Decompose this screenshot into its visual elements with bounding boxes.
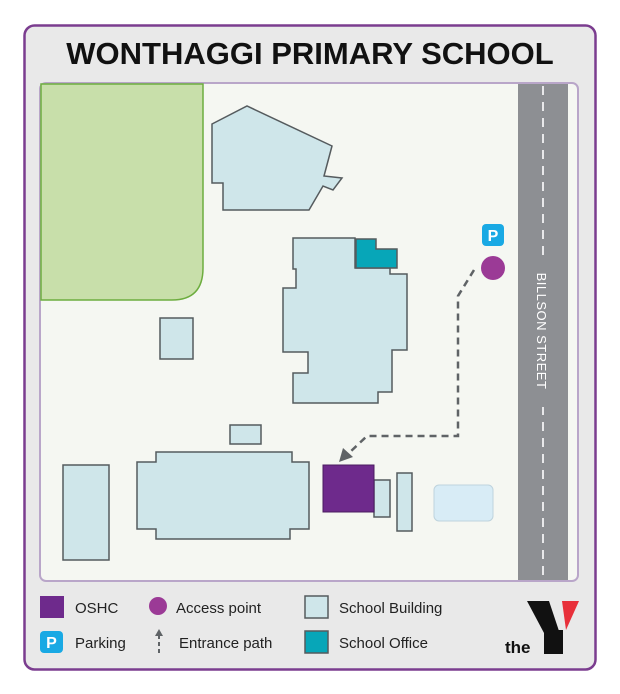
parking-sign-letter: P: [487, 228, 499, 245]
legend-access-label: Access point: [176, 600, 262, 617]
legend-office-swatch: [305, 631, 328, 653]
logo-y-stem: [544, 630, 563, 654]
building-east-narrow: [397, 473, 412, 531]
building-south-hall: [137, 452, 309, 539]
legend-oshc-swatch: [40, 596, 64, 618]
building-west-long: [63, 465, 109, 560]
map-title: WONTHAGGI PRIMARY SCHOOL: [66, 36, 554, 71]
legend-oshc-label: OSHC: [75, 600, 119, 617]
legend-building-label: School Building: [339, 600, 443, 617]
building-annex-small: [230, 425, 261, 444]
legend-building-swatch: [305, 596, 328, 618]
grass-field: [41, 84, 203, 300]
logo-wordmark: the: [505, 638, 531, 657]
access-point-marker: [481, 256, 505, 280]
legend-path-label: Entrance path: [179, 635, 273, 652]
pool-area: [434, 485, 493, 521]
street-label: BILLSON STREET: [534, 272, 549, 390]
legend-parking-letter: P: [46, 635, 57, 652]
legend-parking-label: Parking: [75, 635, 126, 652]
legend-access-swatch: [149, 597, 167, 615]
building-small-west: [160, 318, 193, 359]
building-east-annex: [374, 480, 390, 517]
legend-office-label: School Office: [339, 635, 428, 652]
oshc-building: [323, 465, 374, 512]
